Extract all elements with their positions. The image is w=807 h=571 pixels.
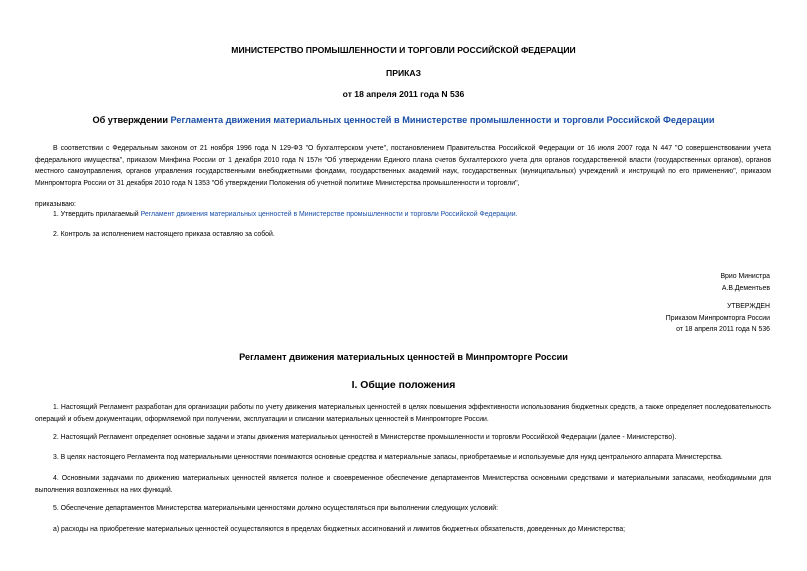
section-1-title: I. Общие положения bbox=[351, 380, 456, 391]
approval-line-2: Приказом Минпромторга России bbox=[665, 314, 770, 322]
signature-block bbox=[720, 271, 770, 294]
regulation-paragraph-4: 4. Основными задачами по движению материальных ценностей является полное и своевременное обеспечение департаментов Министерства основными средствами и материальными запасами, необходимыми для выполнения возложенных на них функций. bbox=[35, 475, 771, 494]
regulation-paragraph-5: 5. Обеспечение департаментов Министерства материальными ценностями должно осуществляться при выполнении следующих условий: bbox=[53, 505, 499, 512]
doc-date-number: от 18 апреля 2011 года N 536 bbox=[342, 89, 465, 99]
order-item-1 bbox=[53, 209, 518, 221]
signature-position: Врио Министра bbox=[720, 273, 770, 280]
approval-line-1: УТВЕРЖДЕН bbox=[727, 303, 770, 310]
approval-block bbox=[666, 301, 770, 336]
order-item-2: 2. Контроль за исполнением настоящего приказа оставляю за собой. bbox=[53, 231, 275, 238]
order-title-prefix: Об утверждении bbox=[92, 115, 171, 125]
order-title bbox=[0, 115, 807, 125]
regulation-title: Регламент движения материальных ценностей в Минпромторге России bbox=[239, 352, 568, 362]
doc-type-heading: ПРИКАЗ bbox=[386, 68, 421, 78]
regulation-paragraph-2: 2. Настоящий Регламент определяет основные задачи и этапы движения материальных ценностей в Министерстве промышленности и торговли Российской Федерации (далее - Министерство). bbox=[53, 434, 677, 441]
order-title-link[interactable]: Регламента движения материальных ценностей в Министерстве промышленности и торговли Российской Федерации bbox=[170, 115, 715, 125]
regulation-link[interactable]: Регламент движения материальных ценностей в Министерстве промышленности и торговли Российской Федерации. bbox=[140, 211, 518, 218]
ministry-heading: МИНИСТЕРСТВО ПРОМЫШЛЕННОСТИ И ТОРГОВЛИ РОССИЙСКОЙ ФЕДЕРАЦИИ bbox=[231, 45, 576, 55]
signature-name: А.В.Дементьев bbox=[721, 284, 770, 292]
order-word: приказываю: bbox=[35, 201, 76, 208]
preamble-paragraph: В соответствии с Федеральным законом от 21 ноября 1996 года N 129-ФЗ "О бухгалтерском учете", постановлением Правительства Российской Федерации от 16 июля 2007 года N 447 "О совершенствовании учета федерального имущества", приказом Минфина России от 1 декабря 2010 года N 157н "Об утверждении Единого плана счетов бухгалтерского учета для органов государственной власти (государственных органов), органов местного самоуправления, органов управления государственными внебюджетными фондами, государственных академий наук, государственных (муниципальных) учреждений и инструкций по его применению", приказом Минпромторга России от 31 декабря 2010 года N 1353 "Об утверждении Положения об учетной политике Министерства промышленности и торговли", bbox=[35, 145, 771, 187]
regulation-paragraph-1: 1. Настоящий Регламент разработан для организации работы по учету движения материальных ценностей в целях повышения эффективности использования бюджетных средств, а также определяет последовательность операций и объем документации, оформляемой при получении, эксплуатации и списании материальных ценностей в Минпромторге России. bbox=[35, 404, 771, 423]
regulation-paragraph-5a: а) расходы на приобретение материальных ценностей осуществляются в пределах бюджетных ассигнований и лимитов бюджетных обязательств, доведенных до Министерства; bbox=[53, 526, 626, 533]
approval-line-3: от 18 апреля 2011 года N 536 bbox=[676, 326, 770, 334]
regulation-paragraph-3: 3. В целях настоящего Регламента под материальными ценностями понимаются основные средства и материальные запасы, приобретаемые и используемые для нужд центрального аппарата Министерства. bbox=[53, 454, 723, 461]
order-item-1-prefix: 1. Утвердить прилагаемый bbox=[53, 211, 141, 218]
